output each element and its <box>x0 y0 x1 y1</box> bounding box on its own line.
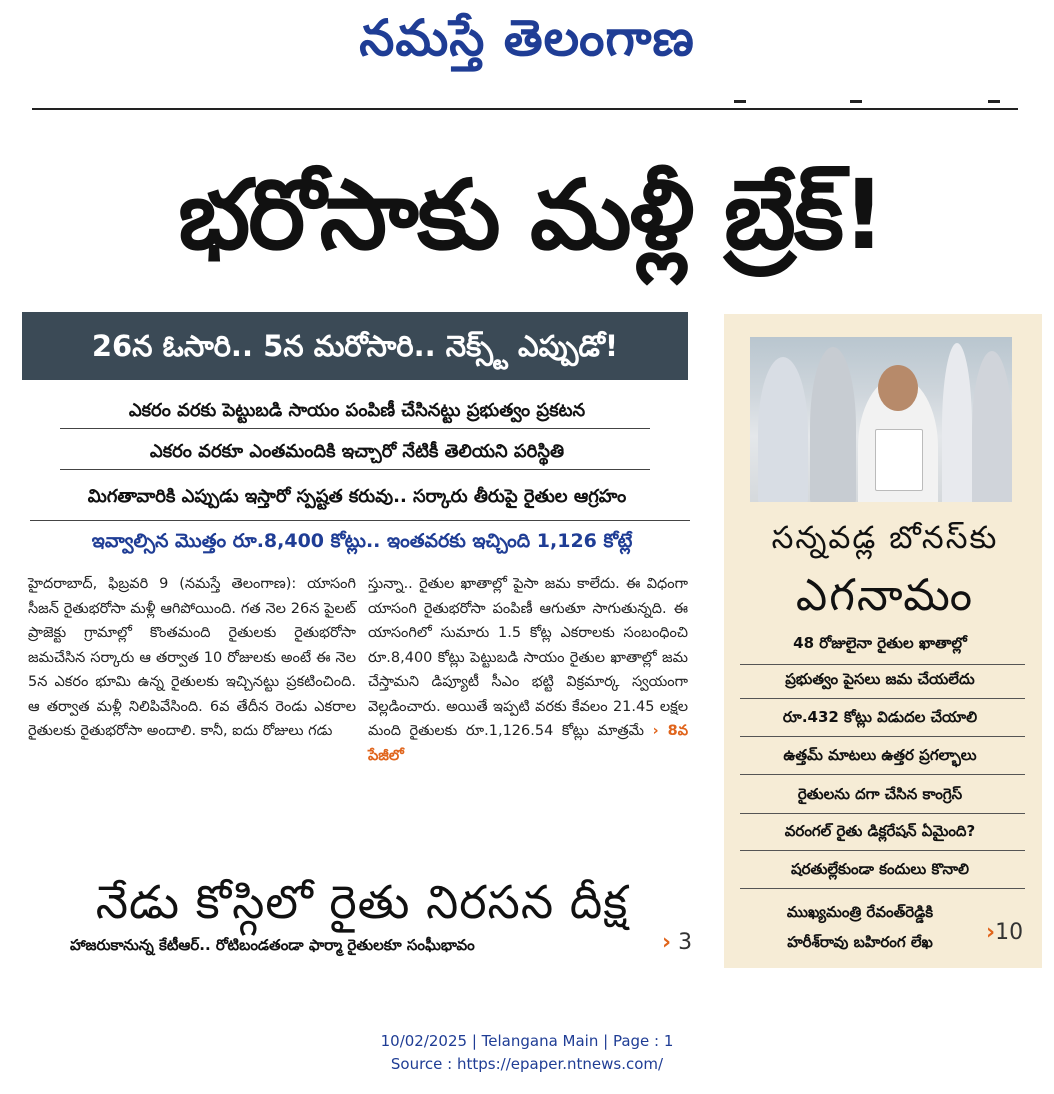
point-divider <box>30 520 690 521</box>
photo-person <box>758 357 808 502</box>
continued-page-label: 8వ పేజీలో <box>368 723 689 764</box>
sidebar-divider <box>740 736 1025 737</box>
article-column-2-text: స్తున్నా.. రైతుల ఖాతాల్లో పైసా జమ కాలేదు. ఈ విధంగా యాసంగి రైతుభరోసా పంపిణీ ఆగుతూ సాగుతున్నది. ఈ యాసంగిలో సుమారు 1.5 కోట్ల ఎకరాలకు సంబంధించి రూ.8,400 కోట్లు పెట్టుబడి సాయం రైతుల ఖాతాల్లో జమ చేస్తామని డిప్యూటీ సీఎం భట్టి విక్రమార్క స్వయంగా వెల్లడించారు. అయితే ఇప్పటి వరకు కేవలం 21.45 లక్షల మంది రైతులకు రూ.1,126.54 కోట్లు మాత్రమే <box>368 576 688 739</box>
point-divider <box>60 428 650 429</box>
total-amount-line: ఇవ్వాల్సిన మొత్తం రూ.8,400 కోట్లు.. ఇంతవరకు ఇచ్చింది 1,126 కోట్లే <box>91 530 633 552</box>
sidebar-point: రూ.432 కోట్లు విడుదల చేయాలి <box>782 708 978 726</box>
news-photo <box>750 337 1012 502</box>
sidebar-headline-1: సన్నవడ్ల బోనస్‌కు <box>771 520 999 556</box>
sidebar-divider <box>740 698 1025 699</box>
masthead-rule <box>32 108 1018 110</box>
rule-tick <box>734 100 746 103</box>
sidebar-divider <box>740 850 1025 851</box>
sidebar-point: ఉత్తమ్ మాటలు ఉత్తర ప్రగల్భాలు <box>783 746 977 764</box>
sidebar-page-ref[interactable] <box>986 920 1023 945</box>
bottom-subheadline: హాజరుకానున్న కేటీఆర్.. రోటిబండతండా ఫార్మా రైతులకూ సంఘీభావం <box>70 936 475 954</box>
footer-source: Source : https://epaper.ntnews.com/ <box>390 1055 664 1073</box>
sidebar-point: ముఖ్యమంత్రి రేవంత్‌రెడ్డికి <box>786 903 934 921</box>
article-column-2 <box>368 572 688 768</box>
chevron-right-icon: › <box>662 930 672 955</box>
sidebar-divider <box>740 664 1025 665</box>
bottom-page-ref[interactable] <box>662 930 692 955</box>
point-3: మిగతావారికి ఎప్పుడు ఇస్తారో స్పష్టత కరువు.. సర్కారు తీరుపై రైతుల ఆగ్రహం <box>87 486 627 507</box>
sidebar-point: హరీశ్‌రావు బహిరంగ లేఖ <box>787 933 933 951</box>
sidebar-page-ref-number: 10 <box>995 920 1024 945</box>
sidebar-point: 48 రోజులైనా రైతుల ఖాతాల్లో <box>793 634 967 652</box>
footer-date-edition: 10/02/2025 | Telangana Main | Page : 1 <box>380 1032 674 1050</box>
subheadline-bar: 26న ఓసారి.. 5న మరోసారి.. నెక్స్ట్ ఎప్పుడో! <box>22 312 688 380</box>
sidebar-divider <box>740 888 1025 889</box>
sidebar-point: వరంగల్ రైతు డిక్లరేషన్ ఏమైంది? <box>784 822 976 840</box>
bottom-headline: నేడు కోస్గిలో రైతు నిరసన దీక్ష <box>95 875 629 929</box>
article-column-1: హైదరాబాద్, ఫిబ్రవరి 9 (నమస్తే తెలంగాణ): యాసంగి సీజన్ రైతుభరోసా మళ్లీ ఆగిపోయింది. గత నెల 26న పైలట్ ప్రాజెక్టు గ్రామాల్లో కొంతమంది రైతులకు రైతుభరోసా జమచేసిన సర్కారు ఆ తర్వాత 10 రోజులకు అంటే ఈ నెల 5న ఎకరం భూమి ఉన్న రైతులకు ఇచ్చినట్టు ప్రకటించింది. ఆ తర్వాత మళ్లీ నిలిపివేసింది. 6వ తేదీన రెండు ఎకరాల రైతులకు రైతుభరోసా అందాలి. కానీ, ఐదు రోజులు గడు <box>28 576 356 739</box>
masthead-logo: నమస్తే తెలంగాణ <box>359 8 695 67</box>
sidebar-point: రైతులను దగా చేసిన కాంగ్రెస్ <box>797 785 963 803</box>
rule-tick <box>850 100 862 103</box>
main-headline: భరోసాకు మళ్లీ బ్రేక్! <box>178 159 884 271</box>
bottom-page-ref-number: 3 <box>678 930 693 955</box>
sidebar-divider <box>740 813 1025 814</box>
photo-document <box>875 429 923 491</box>
sidebar-headline-2: ఎగనామం <box>795 570 975 621</box>
sidebar-divider <box>740 774 1025 775</box>
photo-face <box>878 365 918 411</box>
photo-person <box>942 343 972 502</box>
point-divider <box>60 469 650 470</box>
point-1: ఎకరం వరకు పెట్టుబడి సాయం పంపిణీ చేసినట్టు ప్రభుత్వం ప్రకటన <box>128 400 586 421</box>
rule-tick <box>988 100 1000 103</box>
photo-person <box>972 351 1012 502</box>
photo-person <box>810 347 856 502</box>
sidebar-point: షరతుల్లేకుండా కందులు కొనాలి <box>790 860 970 878</box>
sidebar-point: ప్రభుత్వం పైసలు జమ చేయలేదు <box>785 670 975 688</box>
continued-page-link[interactable]: › 8వ పేజీలో <box>368 723 689 764</box>
chevron-right-icon: › <box>986 920 996 945</box>
point-2: ఎకరం వరకూ ఎంతమందికి ఇచ్చారో నేటికీ తెలియని పరిస్థితి <box>149 441 565 462</box>
